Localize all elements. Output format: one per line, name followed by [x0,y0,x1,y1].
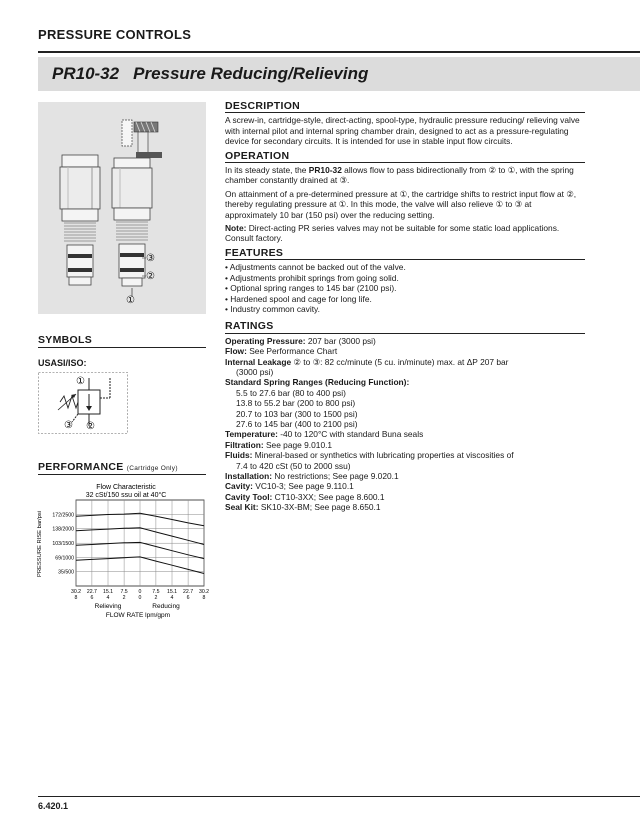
operation-heading: OPERATION [225,151,585,163]
x-tick-label: 15.1 [102,589,114,595]
note-text: Direct-acting PR series valves may not be suitable for some static load applications. Consult factory. [225,223,560,244]
x-tick-label: 22.7 [86,589,97,595]
x-tick-label: 22.7 [183,589,194,595]
right-column [225,101,585,513]
x-tick-label: 7.5 [152,589,160,595]
y-axis-label: PRESSURE RISE bar/psi [37,510,43,578]
symbol-port-3: ③ [64,420,73,431]
rating-temperature [225,429,585,439]
rating-value: 207 bar (3000 psi) [305,335,376,346]
rating-filtration [225,440,585,450]
rating-label: Installation: [225,471,272,481]
hydraulic-symbol [38,372,128,439]
note-label: Note: [225,223,247,234]
x-tick-label: 0 [138,595,142,601]
rating-leakage-cont: (3000 psi) [236,366,274,377]
description-text: A screw-in, cartridge-style, direct-acting, spool-type, hydraulic pressure reducing/ relieving valve with internal pilot and internal spring chamber drain, designed to act as a pressure-regulating device for secondary circuits. It is intended for use in stable input flow circuits. [225,115,580,147]
page-number: 6.420.1 [38,801,69,811]
op-text-a: In its steady state, the [225,165,309,176]
cartridge-illustration [38,102,206,314]
operation-note [225,223,585,244]
x-tick-label: 8 [202,595,206,601]
flow-characteristic-chart [34,482,208,622]
rating-value: VC10-3; See page 9.110.1 [252,481,354,492]
rating-seal-kit [225,502,585,512]
x-tick-label: 7.5 [120,589,128,595]
page-title [52,64,368,84]
rating-value: No restrictions; See page 9.020.1 [272,471,399,481]
chart-subtitle: 32 cSt/150 ssu oil at 40°C [85,492,167,499]
cartridge-drawing [38,102,206,314]
rating-cavity [225,481,585,491]
op-text-b: allows flow to pass bidirectionally from ② to ①, with the spring chamber constantly drained at ③. [225,165,574,186]
port-1-label: ① [126,295,135,306]
rating-flow [225,346,585,356]
x-tick-label: 4 [106,595,110,601]
rating-fluids-cont: 7.4 to 420 cSt (50 to 2000 ssu) [236,460,351,471]
rating-value: -40 to 120°C with standard Buna seals [277,429,424,440]
rating-label: Filtration: [225,439,264,450]
rating-spring-ranges [225,377,585,387]
y-tick-label: 103/1500 [52,541,74,548]
rating-installation [225,471,585,481]
operation-paragraph-1 [225,165,585,186]
spring-range-item: 20.7 to 103 bar (300 to 1500 psi) [236,408,358,419]
x-tick-label: 0 [138,589,142,595]
spring-range-item: 5.5 to 27.6 bar (80 to 400 psi) [236,387,346,398]
symbol-port-1: ① [76,376,85,387]
symbols-heading: SYMBOLS [38,334,206,348]
feature-item: • Adjustments cannot be backed out of the valve. [225,262,406,273]
x-tick-label: 8 [74,595,78,601]
port-3-label: ③ [146,253,155,264]
feature-item: • Industry common cavity. [225,303,320,314]
x-tick-label: 2 [154,595,158,601]
rating-value: See page 9.010.1 [263,439,333,450]
x-tick-label: 6 [186,595,190,601]
chart-title: Flow Characteristic [96,484,156,491]
op-model: PR10-32 [308,165,342,176]
y-tick-label: 35/500 [58,569,74,576]
performance-title: PERFORMANCE [38,461,124,473]
spring-range-item: 13.8 to 55.2 bar (200 to 800 psi) [236,398,356,409]
x-axis-label: FLOW RATE lpm/gpm [105,612,171,619]
y-tick-label: 69/1000 [55,555,74,562]
rating-label: Standard Spring Ranges (Reducing Function): [225,377,410,388]
rating-label: Fluids: [225,450,253,461]
usasi-label: USASI/ISO: [38,358,87,368]
performance-heading [38,461,206,475]
rating-operating-pressure [225,336,585,346]
features-heading: FEATURES [225,248,585,260]
footer-rule [38,796,640,797]
y-tick-label: 138/2000 [52,526,74,533]
performance-subtitle: (Cartridge Only) [126,465,178,472]
header-rule [38,51,640,53]
feature-item: • Adjustments prohibit springs from going solid. [225,272,399,283]
x-tick-label: 30.2 [198,589,210,595]
x-tick-label: 4 [170,595,174,601]
ratings-heading: RATINGS [225,321,585,333]
x-tick-label: 2 [122,595,126,601]
rating-label: Operating Pressure: [225,335,306,346]
y-tick-label: 172/2500 [52,512,74,519]
rating-label: Internal Leakage [225,356,292,367]
rating-label: Cavity: [225,481,253,492]
rating-value: SK10-3X-BM; See page 8.650.1 [258,502,381,513]
x-tick-label: 30.2 [70,589,82,595]
rating-label: Cavity Tool: [225,491,273,502]
valve-name: Pressure Reducing/Relieving [133,64,369,83]
symbol-port-2: ② [86,421,95,432]
rating-value: ② to ③: 82 cc/minute (5 cu. in/minute) max. at ΔP 207 bar [291,356,509,367]
rating-label: Flow: [225,346,247,357]
x-group-reducing: Reducing [152,603,180,610]
spring-range-item: 27.6 to 145 bar (400 to 2100 psi) [236,418,358,429]
operation-paragraph-2: On attainment of a pre-determined pressure at ①, the cartridge shifts to restrict input flow at ②, thereby regulating pressure at ①. In this mode, the valve will also relieve ① to ③ at approximately 10 bar (150 psi) over the reducing setting. [225,188,577,220]
x-tick-label: 6 [90,595,94,601]
model-number: PR10-32 [52,64,120,83]
rating-value: See Performance Chart [246,346,338,357]
port-2-label: ② [146,271,155,282]
rating-value: CT10-3XX; See page 8.600.1 [272,491,385,502]
valve-symbol-icon [38,372,128,434]
feature-item: • Hardened spool and cage for long life. [225,293,372,304]
feature-item: • Optional spring ranges to 145 bar (2100 psi). [225,283,397,294]
rating-label: Seal Kit: [225,502,259,513]
rating-label: Temperature: [225,429,278,440]
x-group-relieving: Relieving [94,603,122,610]
x-tick-label: 15.1 [166,589,178,595]
rating-cavity-tool [225,492,585,502]
section-header: PRESSURE CONTROLS [38,27,192,42]
performance-chart [34,482,208,627]
rating-fluids [225,450,585,460]
rating-leakage [225,357,585,367]
rating-value: Mineral-based or synthetics with lubricating properties at viscosities of [252,450,514,461]
description-heading: DESCRIPTION [225,101,585,113]
